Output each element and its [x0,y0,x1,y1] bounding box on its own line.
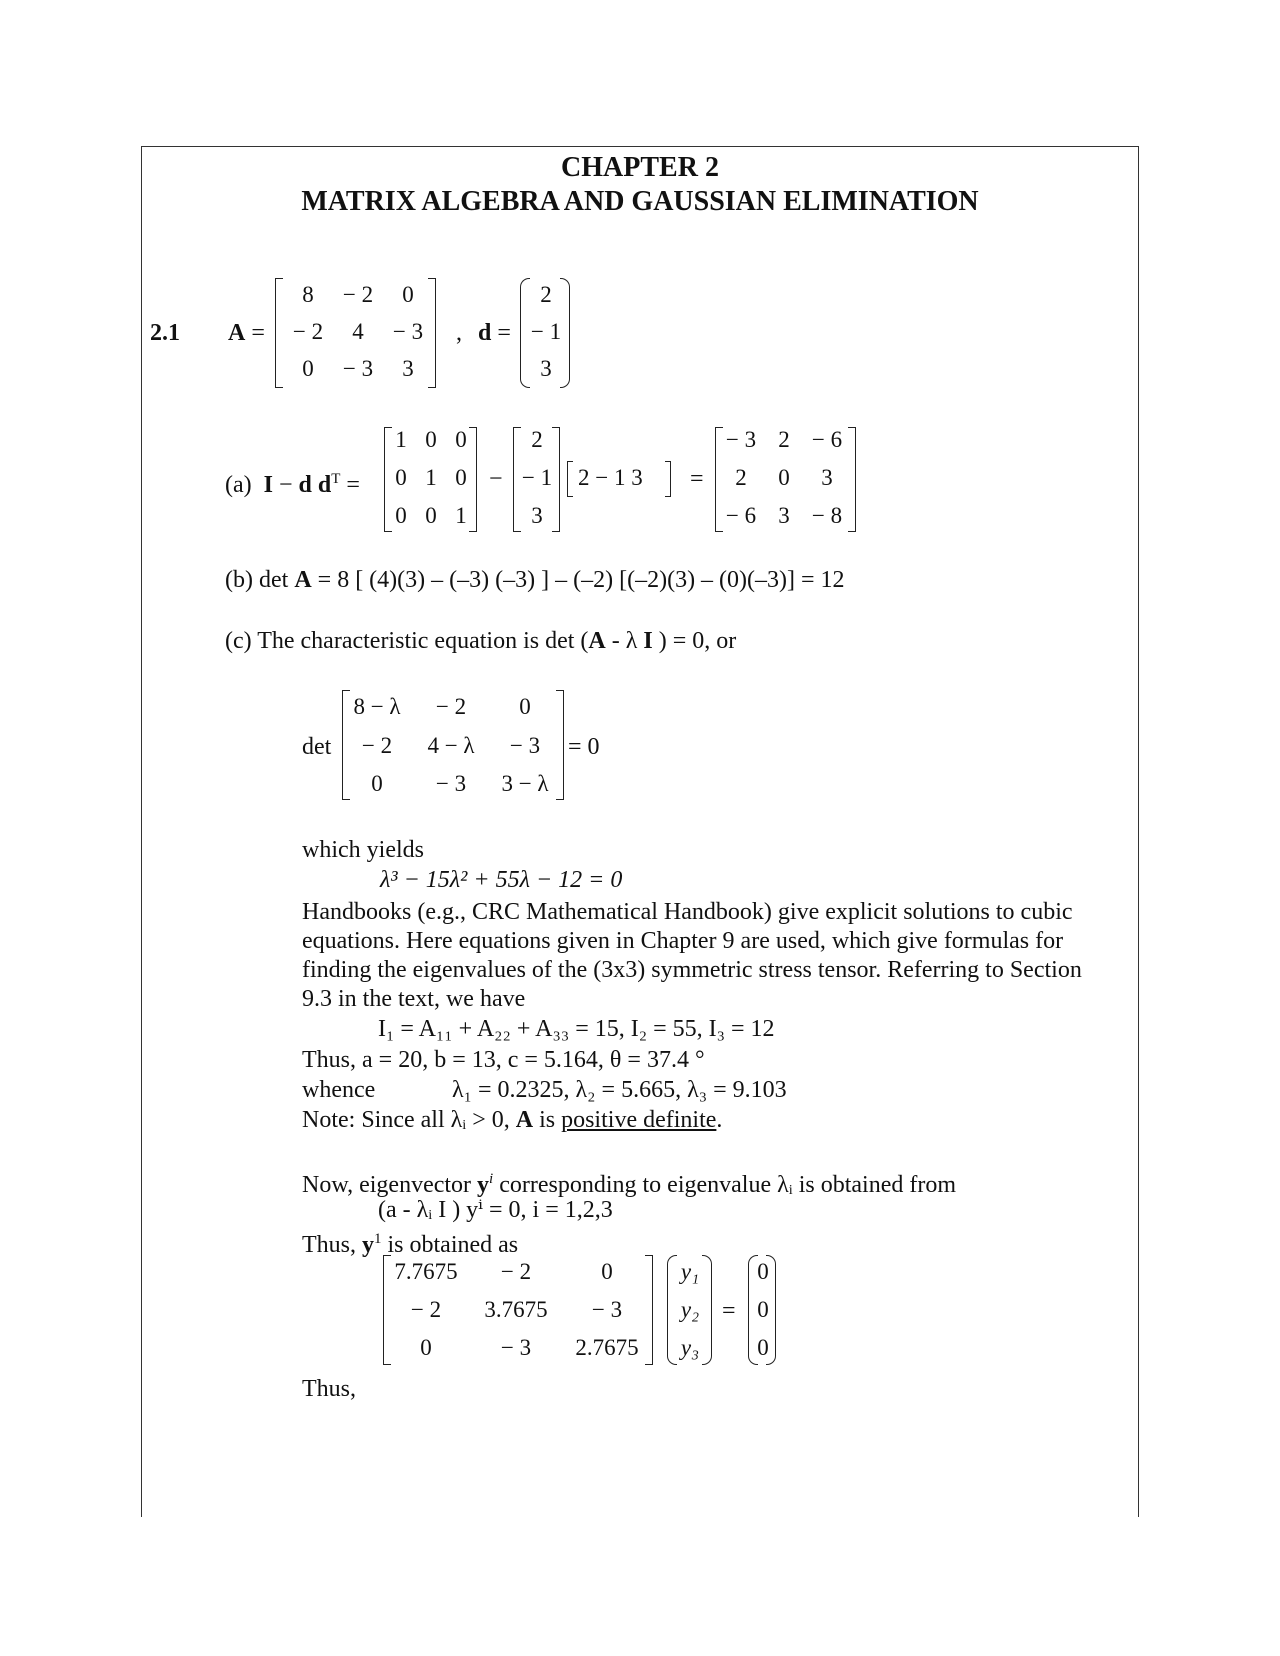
whence-label: whence [302,1077,376,1103]
chapter-heading: CHAPTER 2 [561,152,719,183]
chapter-title: MATRIX ALGEBRA AND GAUSSIAN ELIMINATION [301,186,979,217]
part-c-intro: (c) The characteristic equation is det (A - λ I ) = 0, or [225,628,737,654]
minus-sign: − [489,466,503,492]
thus-end: Thus, [302,1376,356,1402]
invariants: I₁ = A₁₁ + A₂₂ + A₃₃ = 15, I₂ = 55, I₃ = 12 [378,1016,775,1042]
part-b-determinant: (b) det A = 8 [ (4)(3) – (–3) (–3) ] – (–2) [(–2)(3) – (0)(–3)] = 12 [225,567,845,593]
eigenvalues: λ₁ = 0.2325, λ₂ = 5.665, λ₃ = 9.103 [452,1077,787,1103]
note-positive-definite: Note: Since all λᵢ > 0, A is positive definite. [302,1107,723,1133]
det-label: det [302,734,332,760]
A-definition-label: A = [228,320,265,346]
comma: , [456,320,462,346]
A-bracket-left [275,278,283,388]
eigen-equation: (a - λᵢ I ) yⁱ = 0, i = 1,2,3 [378,1197,613,1223]
eigenvector-intro: Now, eigenvector $y^i$ corresponding to eigenvalue λᵢ is obtained from [302,1171,956,1198]
equals-zero: = 0 [568,734,600,760]
paragraph-line-4: 9.3 in the text, we have [302,986,526,1012]
which-yields: which yields [302,837,424,863]
row-bracket-right [665,461,671,497]
row-bracket-left [567,461,573,497]
row-vector-dT: 2 − 1 3 [578,465,643,490]
part-a-lhs: (a) I − d $d^T$ = [225,471,360,498]
equals-sign: = [722,1298,736,1324]
cubic-equation: λ³ − 15λ² + 55λ − 12 = 0 [380,867,623,893]
paragraph-line-2: equations. Here equations given in Chapter 9 are used, which give formulas for [302,928,1064,954]
paragraph-line-1: Handbooks (e.g., CRC Mathematical Handbook) give explicit solutions to cubic [302,899,1073,925]
paragraph-line-3: finding the eigenvalues of the (3x3) symmetric stress tensor. Referring to Section [302,957,1082,983]
thus-parameters: Thus, a = 20, b = 13, c = 5.164, θ = 37.4 ° [302,1047,705,1073]
equals: = [690,466,704,492]
thus-y1-line: Thus, $y^1$ is obtained as [302,1231,519,1258]
d-definition-label: d = [478,320,511,346]
problem-number: 2.1 [150,320,180,346]
